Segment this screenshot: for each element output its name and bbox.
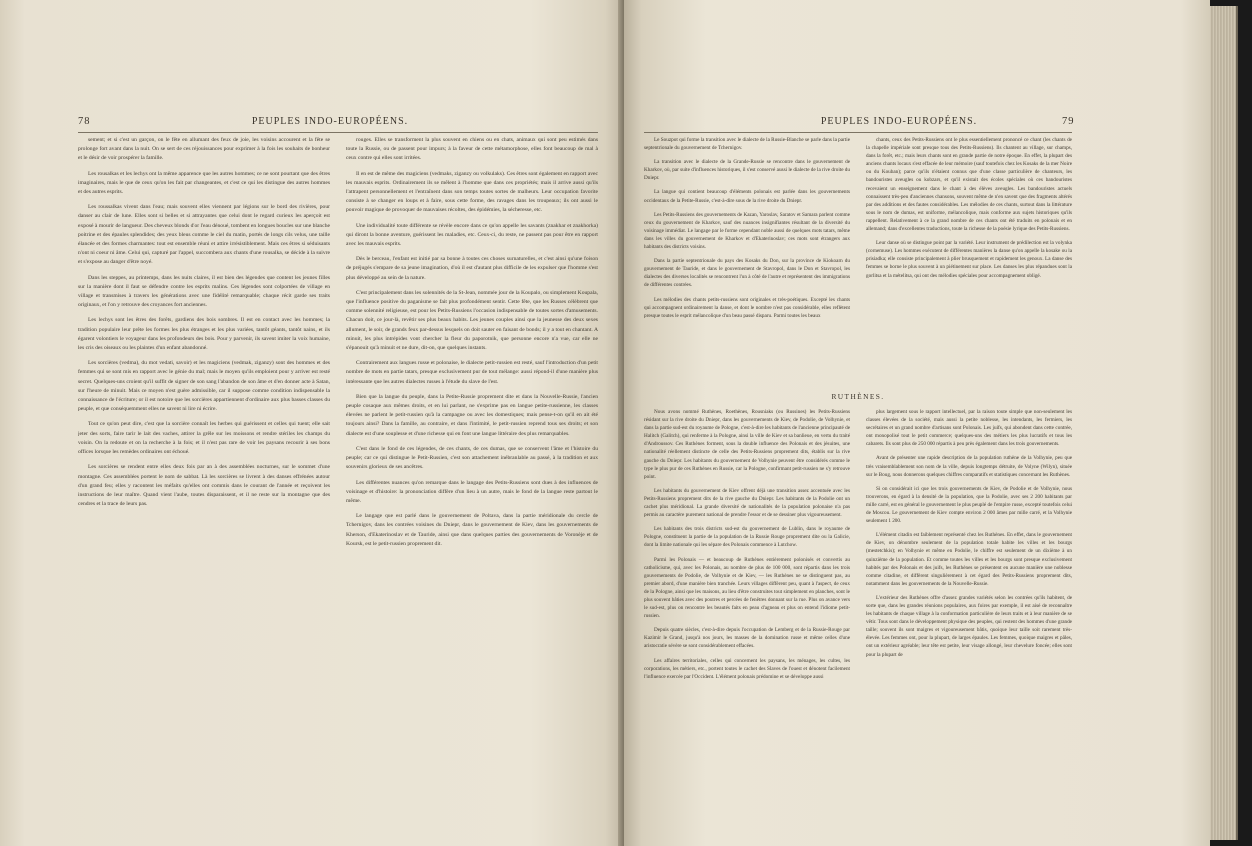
- paragraph: Les affaires territoriales, celles qui concernent les paysans, les ménages, les cultes, les corporations, les métiers, etc., portent toutes le cachet des Slaves de l'ouest et dénotent facilement l'influence exercée par l'Occident. L'élément polonais prédomine et se développe aussi: [644, 657, 850, 680]
- paragraph: chants, ceux des Petits-Russiens ont le plus essentiellement prononcé ce chant (les chants de la chapelle impériale sont presque tous des Petits-Russiens). Ils chantent au village, sur champs, dans la forêt, etc.; mais leurs chants sont en grande partie de notre époque. En effet, la plupart des anciens chants locaux s'est effacée de leur mémoire (sauf toutefois chez les Kosaks de la mer Noire ou du Kouban); parce qu'ils n'étaient connus que d'une classe particulière de chanteurs, les bandouristes aveugles ou kobzars, et qu'il existait des écoles spéciales où ces bandouristes recevaient un enseignement dans le chant à des élèves aveugles. Les bandouristes actuels connaissent très-peu d'anciennes chansons, souvent même de n'en savent que des fragments altérés par des additions et des fautes considérables. Les mélodies de ces chants, surtout dans la littérature sous le nom de dumas, est uniforme, mélancolique, mais conforme aux sujets historiques qu'ils rappellent. Relativement à ce la grand nombre de ces chants ont été traduits en polonais et en allemand; dans d'excellentes traductions, toute la richesse de la poésie lyrique des Petits-Russiens.: [866, 137, 1072, 233]
- right-header-rule: [644, 132, 1072, 133]
- paragraph: Une individualité toute différente se révèle encore dans ce qu'on appelle les savants (znakhar et znakhorka) qui diront la bonne aventure, guérissent les maladies, etc. Ceux-ci, du reste, ne passent pas pour être en rapport avec les mauvais esprits.: [346, 222, 598, 248]
- paragraph: Bien que la langue du peuple, dans la Petite-Russie proprement dite et dans la Nouvelle-Russie, l'ancien peuple cosaque aux mêmes droits, et en lui parlant, ne s'exprime pas en langue petite-russienne, les classes élevées ne parlent le petit-russien qu'à la campagne ou avec les domestiques; mais pense-t-on qu'il en ait été toujours ainsi? Dans la famille, au contraire, et dans l'intimité, le petit-russien reprend tous ses droits; et son dialecte est d'une souplesse et d'une richesse qui en font une langue littéraire des plus remarquables.: [346, 393, 598, 437]
- page-edges: [1210, 0, 1252, 846]
- paragraph: Les habitants des trois districts sud-est du gouvernement de Lublin, dans le royaume de Pologne, constituent la partie de la population de la Russie Rouge proprement dite ou la Galicie, dont la limite nationale qui les sépare des Polonais commence à Lutchow.: [644, 526, 850, 549]
- left-column-1: [78, 136, 330, 776]
- left-running-head: [0, 116, 624, 130]
- right-running-head: [624, 116, 1210, 130]
- paragraph: Contrairement aux langues russe et polonaise, le dialecte petit-russien est resté, sauf l'introduction d'un petit nombre de mots en partie tatars, presque exclusivement pur de tout mélange: aussi répond-il d'une manière plus intéressante que les autres dialectes russes à l'étude du slave de l'est.: [346, 360, 598, 385]
- paragraph: Le langage que est parlé dans le gouvernement de Poltava, dans la partie méridionale du cercle de Tchernigov, dans les contrées voisines du Dniepr, dans le gouvernement de Kiev, dans les gouvernements de Kherson, d'Ekaterinoslav et de Tauride, ainsi que dans quelques parties des gouvernements de Voronèje et de Koursk, est le petit-russien proprement dit.: [346, 513, 598, 547]
- paragraph: La transition avec le dialecte de la Grande-Russie se rencontre dans le gouvernement de Kharkov, où, par suite d'influences historiques, il s'est conservé aussi le dialecte de la rive droite du Dniepr.: [644, 159, 850, 182]
- paragraph: Dans les steppes, au printemps, dans les nuits claires, il est bien des légendes que content les jeunes filles sur la manière dont il faut se défendre contre les esprits malins. Ces légendes sont colportées de village en village et transmises à travers les générations avec une fidélité remarquable; chaque récit garde ses traits originaux, et l'on y retrouve des croyances fort anciennes.: [78, 274, 330, 309]
- paragraph: Les habitants du gouvernement de Kiev offrent déjà une transition assez accentuée avec les Petits-Russiens proprement dits de la rive gauche du Dniepr. Les habitants de la Podolie ont un cachet plus méridional. La grande diversité de nationalités de la population polonaise n'a pas permis au caractère purement national de prendre l'essor et de se dessiner plus vigoureusement.: [644, 487, 850, 519]
- left-column-2: [346, 136, 598, 776]
- paragraph: Les mélodies des chants petits-russiens sont originales et très-poétiques. Excepté les chants qui accompagnent ordinairement la danse, et dont le nombre n'est pas considérable, elles reflètent presque toutes le esprit mélancolique d'un beau passé disparu. Parmi toutes les beaux: [644, 296, 850, 319]
- paragraph: Tout ce qu'on peut dire, c'est que la sorcière connaît les herbes qui guérissent et celles qui tuent; elle sait jeter des sorts, faire tarir le lait des vaches, attirer la grêle sur les moissons et rendre stériles les champs du voisin. On la redoute et on la recherche à la fois; et il n'est pas rare de voir les paysans recourir à ses bons offices lorsque les remèdes ordinaires ont échoué.: [78, 421, 330, 456]
- paragraph: Les sorcières (vedma), du mot vedati, savoir) et les magiciens (vedmak, ziganzy) sont des hommes et des femmes qui se sont mis en rapport avec le génie du mal; mais le moyen qu'ils emploient pour y arriver est resté secret. Quelques-uns croient qu'il suffit de signer de son sang l'abandon de son âme et d'en donner acte à Satan, sur l'heure de minuit. Mais ce moyen n'est guère admissible, car il suppose comme condition indispensable la connaissance de l'écriture; or il est notoire que les sorcières appartiennent d'ordinaire aux plus basses classes du peuple, et que conséquemment elles ne savent ni lire ni écrire.: [78, 360, 330, 413]
- paragraph: Il en est de même des magiciens (vedmaks, ziganzy ou volkulaks). Ces êtres sont également en rapport avec les mauvais esprits. Ordinairement ils se mêlent à l'homme que dans ces propriétés; mais il arrive aussi qu'ils l'attrapent personnellement et l'entraînent dans son temps toutes sortes de malheurs. Leur occupation favorite consiste à se changer en loups et à faire, sous cette forme, des ravages dans les troupeaux; ils ont aussi le pouvoir magique de provoquer de mauvaises récoltes, des épidémies, la sécheresse, etc.: [346, 170, 598, 214]
- right-page-title: PEUPLES INDO-EUROPÉENS.: [820, 116, 978, 127]
- left-page-number: 78: [78, 116, 91, 127]
- paragraph: Le Souzpot qui forme la transition avec le dialecte de la Russie-Blanche se parle dans la partie septentrionale du gouvernement de Tchernigov.: [644, 137, 850, 152]
- left-page: [0, 0, 624, 846]
- right-page-number: 79: [1062, 116, 1075, 127]
- paragraph: Dès le berceau, l'enfant est initié par sa bonne à toutes ces choses surnaturelles, et c'est ainsi qu'une foison de préjugés s'empare de sa jeune imagination, d'où il est d'autant plus difficile de les expulser que l'homme s'est plus développé au sein de la nature.: [346, 256, 598, 281]
- paragraph: sement; et si c'est un garçon, on le fête en allumant des feux de joie, les voisins accourent et la fête se prolonge fort avant dans la nuit. On se sert de ces réjouissances pour exprimer à la fois les souhaits de bonheur et le désir de voir prospérer la famille.: [78, 137, 330, 162]
- paragraph: Dans la partie septentrionale du pays des Kosaks du Don, sur la province de Kiokoarn du gouvernement de Tauride, et dans le gouvernement de Stavropol, dans le Don et Stavropol, les dialectes des diverses localités se rencontrent l'un à côté de l'autre et représentent des immigrations de différentes contrées.: [644, 258, 850, 289]
- paragraph: Les Petits-Russiens des gouvernements de Kazan, Yaroslav, Saratov et Samara parlent comme ceux du gouvernement de Kharkov, sauf des nuances insignifiantes résultant de la diversité du voisinage immédiat. Le langage par le forme cependant noble aussi de quelques mots tatars, même dans les villes du gouvernement de Kharkov et d'Ekaterinoslav; ces mots sont étrangers aux habitants des districts voisins.: [644, 211, 850, 251]
- right-top-column-2: [866, 136, 1072, 386]
- paragraph: Les différentes nuances qu'on remarque dans le langage des Petits-Russiens sont dues à des influences de voisinage et d'histoire: la prononciation diffère d'un lieu à un autre, mais le fond de la langue reste partout le même.: [346, 479, 598, 504]
- paragraph: L'élément citadin est faiblement représenté chez les Ruthènes. En effet, dans le gouvernement de Kiev, on dénombre seulement de la population totale habite les villes et les bourgs (mestetchkis); en Volhynie et même en Podolie, le chiffre est seulement de un dixième à un quinzième de la population. Et comme toutes les villes et les bourgs sont presque exclusivement habités par des Polonais et des juifs, les Ruthènes se présentent en aucune manière une noblesse comme citadine, et diffèrent singulièrement à cet égard des Petits-Russiens proprement dits, notamment dans les gouvernements de la Nouvelle-Russie.: [866, 532, 1072, 587]
- paragraph: Leur danse où se distingue point par la variété. Leur instrument de prédilection est la volynka (cornemuse). Les hommes exécutent de différentes manières la danse qu'on appelle la kosake ou la prisiadka; elle consiste principalement à plier brusquement et rapidement les genoux. La danse des femmes se borne le plus souvent à un piétinement sur place. Les danses les plus répandues sont la gorlitsa et la mételitsa, qui ont des mélodies spéciales pour accompagnement obligé.: [866, 240, 1072, 279]
- paragraph: Si on considérait ici que les trois gouvernements de Kiev, de Podolie et de Volhynie, nous trouverons, en égard à la densité de la population, que la Podolie, avec ses 2 200 habitants par mille carré, est en général le gouvernement le plus peuplé de l'empire russe, excepté toutefois celui de Moscou. Le gouvernement de Kiev compte environ 2 000 âmes par mille carré, et la Volhynie seulement 1 200.: [866, 485, 1072, 525]
- paragraph: Depuis quatre siècles, c'est-à-dire depuis l'occupation de Lemberg et de la Russie-Rouge par Kazimir le Grand, jusqu'à nos jours, les masses de la domination russe et même celles d'une aristocratie sévère se sont considérablement effacées.: [644, 627, 850, 650]
- paragraph: Parmi les Polonais — et beaucoup de Ruthènes entièrement polonisés et convertis au catholicisme, qui, avec les Polonais, au nombre de plus de 100 000, sont répartis dans les trois gouvernements de Podolie, de Volhynie et de Kiev, — les Ruthènes ne se distinguent pas, au premier abord, d'une manière bien tranchée. Leurs villages diffèrent peu, quant à l'aspect, de ceux de la Pologne, ainsi que les maisons, au lieu d'être construites tout simplement en planches, sont le plus souvent bâties avec des poutres et percées de fenêtres donnant sur la rue. Plus on avance vers le sud-est, plus on rencontre les beautés faits en peau d'agneau et plus on entend l'idiome petit-russien.: [644, 556, 850, 620]
- paragraph: Les roussalkas vivent dans l'eau; mais souvent elles viennent par légions sur le bord des rivières, pour danser au clair de lune. Elles sont si belles et si attrayantes que celui dont le regard curieux les aperçoit est exposé à mourir de langueur. Des cheveux blonds d'or l'eau dénoué, tombent en longues boucles sur une blanche poitrine et des épaules splendides; des yeux bleus comme le ciel du matin, portés de longs cils velus, une taille élancée et des formes charmantes: tout est ensemble réuni et attire irrésistiblement. Mais ces êtres si séduisants n'ont ni coeur ni âme. Celui qui, capturé par l'appel, succombera aux chants d'une rousalka, se décide à la suivre et s'expose au danger d'être noyé.: [78, 204, 330, 266]
- paragraph: plus largement sous le rapport intellectuel, par la raison toute simple que non-seulement les classes élevées de la société, mais aussi la petite noblesse, les intendants, les fermiers, les secrétaires et un grand nombre d'artisans sont Polonais. Les juifs, qui abondent dans cette contrée, ont monopolisé tout le petit commerce; quelques-uns des métiers les plus lucratifs et tous les cabarets. Ils sont plus de 250 000 répartis à peu près également dans les trois gouvernements.: [866, 409, 1072, 448]
- paragraph: C'est dans le fond de ces légendes, de ces chants, de ces dumas, que se conservent l'âme et l'histoire du peuple; car ce qui distingue le Petit-Russien, c'est son attachement inébranlable au passé, à la tradition et aux souvenirs glorieux de ses ancêtres.: [346, 445, 598, 471]
- right-page: [624, 0, 1210, 846]
- section-heading-ruthenes: RUTHÈNES.: [831, 392, 885, 401]
- left-page-title: PEUPLES INDO-EUROPÉENS.: [251, 116, 409, 127]
- paragraph: Avant de présenter une rapide description de la population ruthène de la Volhynie, peu que très vraisemblablement son nom de la ville, depuis longtemps détruite, de Volyne (Wilyn), située sur le Boug, nous donnerons quelques chiffres comparatifs et statistiques concernant les Ruthènes.: [866, 455, 1072, 478]
- left-header-rule: [78, 132, 598, 133]
- paragraph: C'est principalement dans les solennités de la St-Jean, nommée jour de la Koupalo, ou simplement Koupala, que l'influence positive du paganisme se fait plus profondément sentir. Cette fête, que les Russes célèbrent que comme solennité religieuse, est pour les Petits-Russiens l'occasion indispensable de toutes sortes d'amusements. Chacun doit, ce jour-là, revêtir ses plus beaux habits. Les jeunes couples ainsi que la jeunesse des deux sexes allument, le soir, de grands feux par-dessus lesquels on doit sauter en faisant de bonds; il y a tout en chantant. A minuit, les plus intrépides vont chercher la fleur du paporotnik, que personne encore n'a vue, car elle ne s'épanouit qu'à minuit et ne dure, dit-on, que quelques instants.: [346, 289, 598, 352]
- paragraph: Les sorcières se rendent entre elles deux fois par an à des assemblées nocturnes, sur le sommet d'une montagne. Ces assemblées portent le nom de sabbat. Là les sorcières se livrent à des danses effrénées autour d'un grand feu; elles y racontent les méfaits qu'elles ont commis dans le courant de l'année et reçoivent les instructions de leur maître. Quand vient l'aube, toutes disparaissent, et il ne reste sur la montagne que des cendres et la trace de leurs pas.: [78, 464, 330, 508]
- paragraph: Les rousalkas et les lechys ont la même apparence que les autres hommes; ce ne sont pourtant que des êtres imaginaires, mais le que de ceux qu'on les fait par changeantes, et c'est ce qui les distingue des autres hommes et des autres esprits.: [78, 170, 330, 196]
- paragraph: L'extérieur des Ruthènes offre d'assez grandes variétés selon les contrées qu'ils habitent, de sorte que, dans les grandes réunions populaires, aux foires par exemple, il est aisé de reconnaître les habitants de chaque village à la conformation particulière de leurs traits et à leur manière de se vêtir. Tous sont dans le développement physique des peuples, qui restent des hommes d'une grande taille; souvent ils sont maigres et vigoureusement bâtis, quoique leur taille soit rarement très-élevée. Les femmes ont, pour la plupart, de larges épaules. Les femmes, quoique maigres et pâles, ont un extérieur agréable; leur tête est petite, leur visage allongé, leur chevelure foncée; elles sont pour la plupart de: [866, 594, 1072, 658]
- right-bottom-column-1: [644, 408, 850, 780]
- paragraph: Les lechys sont les êtres des forêts, gardiens des bois sombres. Il est en contact avec les hommes; la tradition populaire leur prête les formes les plus étranges et les plus variées, tantôt géants, tantôt nains, et ils égarent volontiers le voyageur dans les profondeurs des bois. Pour y parvenir, ils savent imiter la voix humaine, les cris des oiseaux ou les plaintes d'un enfant abandonné.: [78, 317, 330, 352]
- right-bottom-column-2: [866, 408, 1072, 780]
- paragraph: rouges. Elles se transforment la plus souvent en chiens ou en chats, animaux qui sont peu estimés dans toute la Russie, ou de passent pour impurs; à la faveur de cette métamorphose, elles font beaucoup de mal à ceux contre qui elles sont irritées.: [346, 137, 598, 162]
- paragraph: La langue qui contient beaucoup d'éléments polonais est parlée dans les gouvernements occidentaux de la Petite-Russie, c'est-à-dire sous de la rive droite du Dniepr.: [644, 189, 850, 204]
- page-edge-stack: [1210, 6, 1238, 840]
- paragraph: Nous avons nommé Ruthènes, Roethènes, Rousniaks (ou Russines) les Petits-Russiens résidant sur la rive droite du Dniepr, dans les gouvernements de Kiev, de Podolie, de Volhynie, et dans la partie sud-est du royaume de Pologne, c'est-à-dire les habitants de l'ancienne principauté de Halitch (Galitch), qui renferme à la Pologne, ainsi la ville de Kiev et sa banlieue, en vertu du traité d'Androussov. Ces Ruthènes forment, sous la double influence des Polonais et des jésuites, une nationalité réellement distincte de celle des Petits-Russiens proprement dits, établis sur la rive gauche du Dniepr. Les habitants du gouvernement de Volhynie peuvent être considérés comme le type le plus pur de ces Ruthènes en Russie, car la Pologne, confirmant petit-russien ne s'y retrouve point.: [644, 409, 850, 480]
- right-top-column-1: [644, 136, 850, 386]
